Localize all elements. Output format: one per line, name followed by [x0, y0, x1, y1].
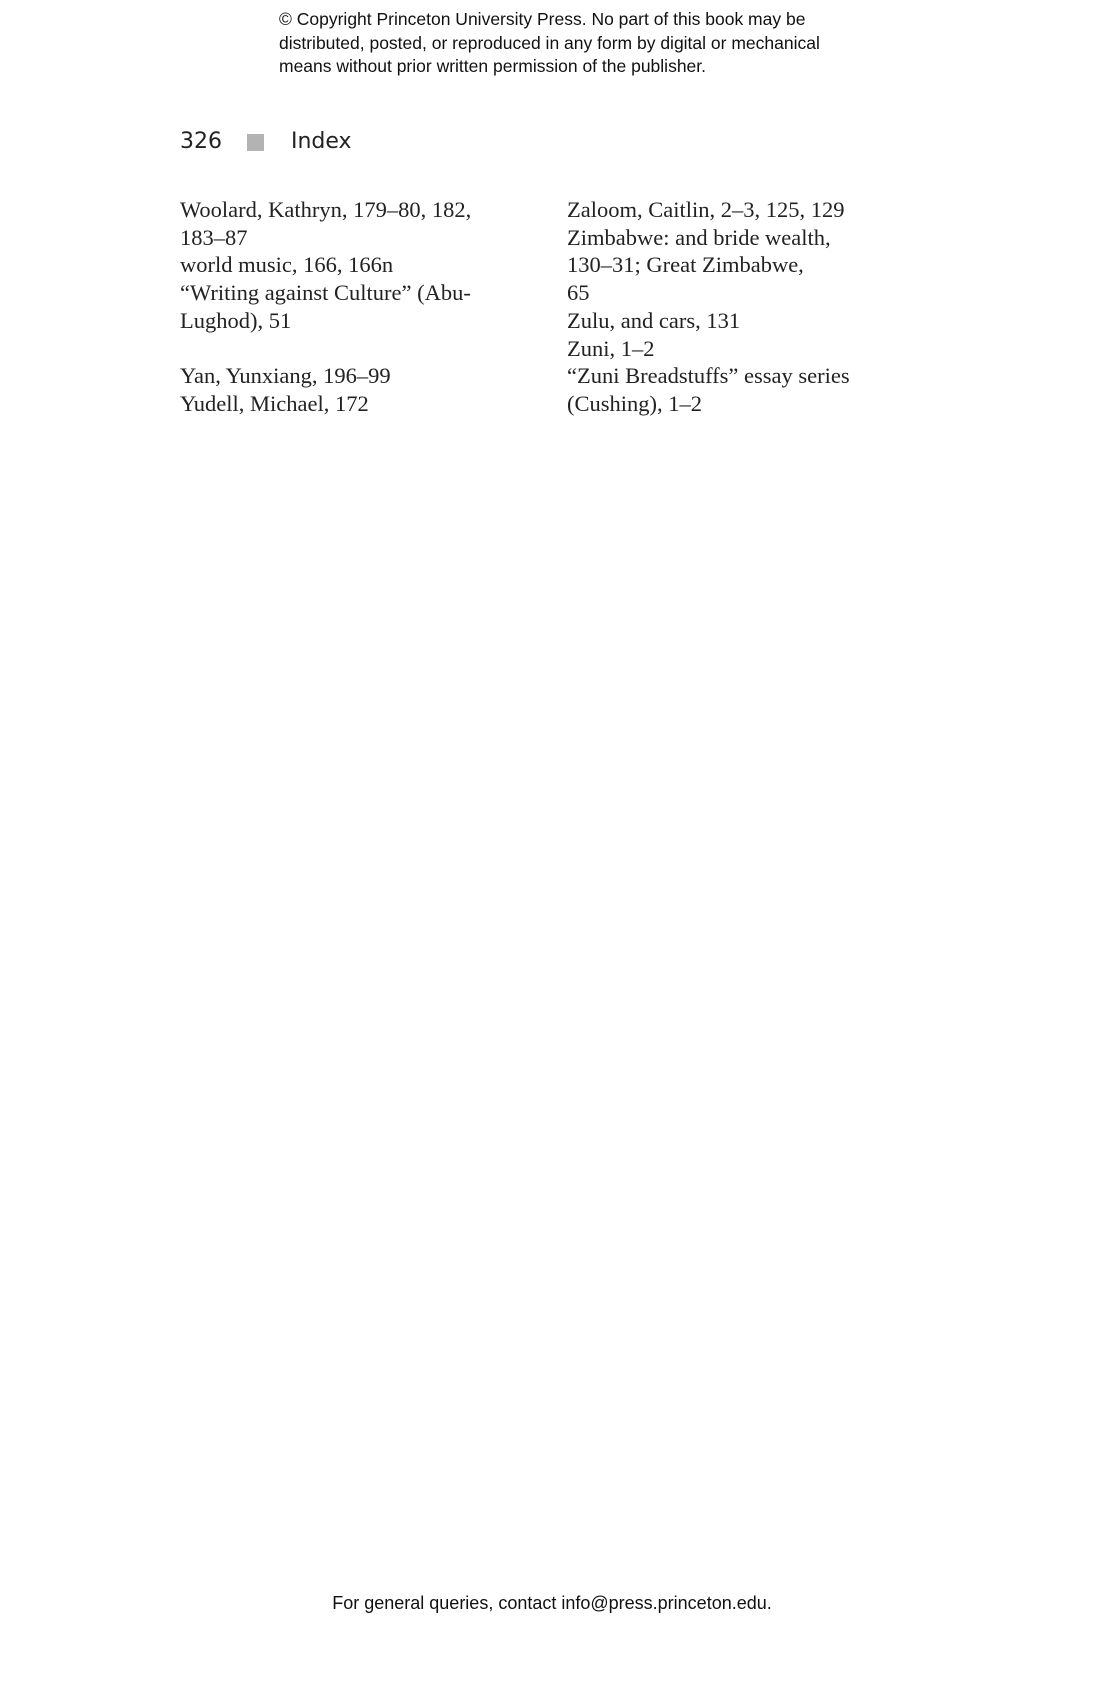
copyright-line: distributed, posted, or reproduced in any form by digital or mechanical: [279, 32, 820, 53]
entry-line: 65: [567, 280, 590, 306]
index-entry: [180, 251, 540, 279]
entry-line: Woolard, Kathryn, 179–80, 182,: [180, 197, 472, 222]
index-entry: [180, 362, 540, 390]
section-title: Index: [291, 129, 352, 154]
entry-line: Yan, Yunxiang, 196–99: [180, 363, 391, 389]
entry-line: 183–87: [180, 224, 248, 250]
index-entry: [567, 362, 927, 417]
entry-line: 130–31; Great Zimbabwe,: [567, 252, 804, 278]
square-marker-icon: [247, 134, 264, 151]
copyright-notice: [279, 8, 919, 79]
index-column-right: [567, 196, 927, 418]
index-entry: [567, 196, 927, 224]
entry-line: Zimbabwe: and bride wealth,: [567, 224, 831, 250]
index-entry: [180, 196, 540, 251]
entry-line: world music, 166, 166n: [180, 252, 394, 278]
entry-line: Zuni, 1–2: [567, 335, 655, 361]
entry-line: Yudell, Michael, 172: [180, 390, 369, 416]
page-number: 326: [180, 129, 222, 154]
entry-line: (Cushing), 1–2: [567, 390, 702, 416]
entry-line: Zaloom, Caitlin, 2–3, 125, 129: [567, 197, 845, 222]
index-entry: [180, 279, 540, 334]
index-column-left: [180, 196, 540, 418]
copyright-line: © Copyright Princeton University Press. No part of this book may be: [279, 9, 806, 29]
entry-line: Lughod), 51: [180, 307, 292, 333]
copyright-line: means without prior written permission of the publisher.: [279, 56, 707, 76]
entry-line: “Writing against Culture” (Abu-: [180, 280, 471, 306]
index-entry: [567, 335, 927, 363]
index-entry: [180, 390, 540, 418]
letter-group-gap: [180, 335, 540, 363]
entry-line: “Zuni Breadstuffs” essay series: [567, 363, 850, 389]
index-entry: [567, 307, 927, 335]
index-entry: [567, 224, 927, 307]
footer-contact: For general queries, contact info@press.princeton.edu.: [332, 1593, 772, 1613]
entry-line: Zulu, and cars, 131: [567, 307, 741, 333]
